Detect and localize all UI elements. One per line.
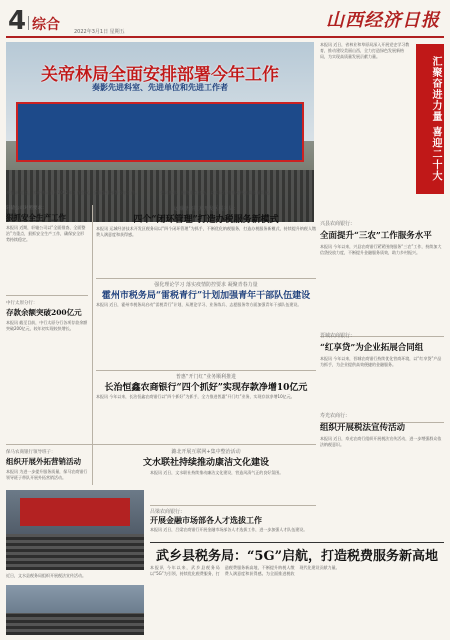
divider: [6, 444, 316, 445]
page-number: 4: [8, 6, 27, 36]
banner-stage: [16, 102, 304, 162]
center-story-e-body: 本报讯 近日，吕梁农商银行开展金融市场部各人才选拔工作，进一步加强人才队伍建设。: [150, 527, 308, 532]
event-photo: [6, 585, 144, 635]
right-story-2-body: 本报讯 今年以来，晋城农商银行持续优化营商环境，以“红享贷”产品为抓手，为企业提供高效便捷的金融服务。: [320, 356, 442, 367]
divider: [150, 505, 316, 506]
center-story-d-head: [96, 448, 316, 468]
right-story-1-title: 全面提升“三农”工作服务水平: [320, 231, 432, 241]
bottom-story-body: 本报讯 今年以来，武乡县税务局以“5G”为引领，持续优化税费服务，打造税费服务新高地，不断提升纳税人缴费人满意度和获得感。为全面推进税收现代化建设贡献力量。: [150, 565, 340, 577]
left-column: [6, 205, 88, 509]
center-story-e-kicker: 吕梁农商银行：: [150, 509, 186, 515]
photo-people: [6, 613, 144, 636]
divider: [96, 370, 316, 371]
section-name: 综合: [32, 17, 60, 33]
center-story-b-kicker: 强化理论学习 落实疫情防控要求 凝聚青春力量: [154, 282, 258, 288]
right-story-1-kicker: 兴县农商银行：: [320, 221, 356, 227]
center-story-d-title: 文水联社持续推动康洁文化建设: [142, 458, 269, 468]
left-story-1-kicker: 轩辕公司对照要求：: [6, 206, 47, 211]
right-intro-text: 本报讯 近日，省林业和草原局深入开展党史学习教育，推动建设美丽山西，全力打造绿色发展新格局，为实现高质量发展贡献力量。: [320, 42, 410, 60]
left-story-3-title: 组织开展外拓营销活动: [6, 457, 81, 466]
banner-title: 关帝林局全面安排部署今年工作: [41, 65, 279, 85]
photo-audience: [6, 534, 144, 570]
left-story-2-kicker: 中行太原分行：: [6, 301, 38, 306]
date-line: 2022年3月1日 星期五: [74, 29, 125, 35]
left-story-3-kicker: 保马农商银行领导班子：: [6, 450, 56, 455]
right-story-3-body: 本报讯 近日，寿光农商行组织开展税法宣传活动，进一步增强群众依法纳税意识。: [320, 436, 442, 447]
photo-caption: 近日，文水县税务局组织开展税法宣传活动。: [6, 573, 86, 578]
banner-caption: 本报讯 近日，关帝林局召开2022年工作会议，全面安排部署今年工作。: [6, 190, 140, 195]
center-story-c-kicker: 普惠“开门红”业务顺利推进: [175, 374, 237, 380]
right-story-3-kicker: 寿光农商行：: [320, 413, 351, 419]
center-story-c-title: 长治恒鑫农商银行“四个抓好”实现存款净增10亿元: [104, 383, 308, 393]
right-story-2-title: “红享贷”为企业拓展合同组: [320, 343, 424, 353]
center-story-e-title: 开展金融市场部各人才选拔工作: [150, 515, 262, 525]
center-story-a-title: 四个“闭环管理”打造办税服务新模式: [133, 215, 279, 225]
center-story-d-kicker: 潞北开展互联网+集中整治活动: [171, 449, 241, 455]
left-story-2-title: 存款余额突破200亿元: [6, 308, 82, 317]
column-rule: [92, 205, 93, 485]
center-story-e-head: [150, 508, 316, 526]
right-story-2: [320, 332, 444, 423]
right-story-2-kicker: 晋城农商银行：: [320, 333, 356, 339]
newspaper-logo: 山西经济日报: [326, 10, 440, 31]
center-story-b-head: [96, 281, 316, 301]
left-story-1-title: 狠抓安全生产工作: [6, 213, 66, 222]
photo-screen: [20, 498, 130, 526]
right-story-1-body: 本报讯 今年以来，兴县农商银行紧紧围绕服务“三农”工作，持续加大信贷投放力度，不断提升金融服务质效，助力乡村振兴。: [320, 244, 442, 255]
left-story-3-body: 本报讯 为进一步提升服务质量，保马农商银行领导班子带队开展外拓营销活动。: [6, 469, 88, 480]
left-story-2-body: 本报讯 截至目前，中行太原分行各项存款余额突破200亿元，较年初实现较快增长。: [6, 320, 88, 331]
banner-caption-right: 会议要求，围绕重点任务，以实际行动推动林业高质量发展。: [160, 190, 274, 195]
right-story-1: [320, 220, 444, 337]
vertical-banner: 汇聚奋进力量 喜迎二十大: [416, 44, 444, 194]
left-story-1-body: 本报讯 近期，轩辕公司以“全面排查、全面整治”为重点，狠抓安全生产工作，确保安全形势持续稳定。: [6, 225, 86, 242]
center-story-c-body: 本报讯 今年以来，长治恒鑫农商银行以“四个抓好”为抓手，全力推进普惠“开门红”业务，实现存款净增10亿元。: [96, 394, 295, 399]
center-story-b-title: 霍州市税务局“雷税青行”计划加强青年干部队伍建设: [101, 291, 311, 301]
divider: [96, 278, 316, 279]
center-story-a-head: [96, 205, 316, 225]
bottom-story-title: 武乡县税务局：“5G”启航，打造税费服务新高地: [155, 549, 439, 564]
masthead: [6, 4, 444, 38]
right-story-3-title: 组织开展税法宣传活动: [320, 423, 406, 433]
center-story-a-kicker: 运城经济技术开发区税务局：: [173, 206, 239, 212]
right-story-3: [320, 412, 444, 536]
masthead-divider: [28, 16, 29, 30]
center-story-a-body: 本报讯 运城经济技术开发区税务局以“四个闭环管理”为抓手，不断优化纳税服务，打造办税服务新模式，持续提升纳税人缴费人满意度和获得感。: [96, 226, 316, 238]
banner-subtitle: 奏影先进科室、先进单位和先进工作者: [92, 83, 228, 92]
meeting-photo: [6, 490, 144, 570]
right-column: [320, 42, 444, 572]
center-story-c-head: [96, 373, 316, 393]
center-story-b-body: 本报讯 近日，霍州市税务局启动“雷税青行”计划，从理论学习、业务练兵、志愿服务等方面加强青年干部队伍建设。: [96, 302, 302, 307]
center-story-d-body: 本报讯 近日，文水联社持续推动廉洁文化建设，营造风清气正的良好氛围。: [150, 470, 284, 475]
divider: [6, 295, 88, 296]
divider: [150, 542, 444, 543]
